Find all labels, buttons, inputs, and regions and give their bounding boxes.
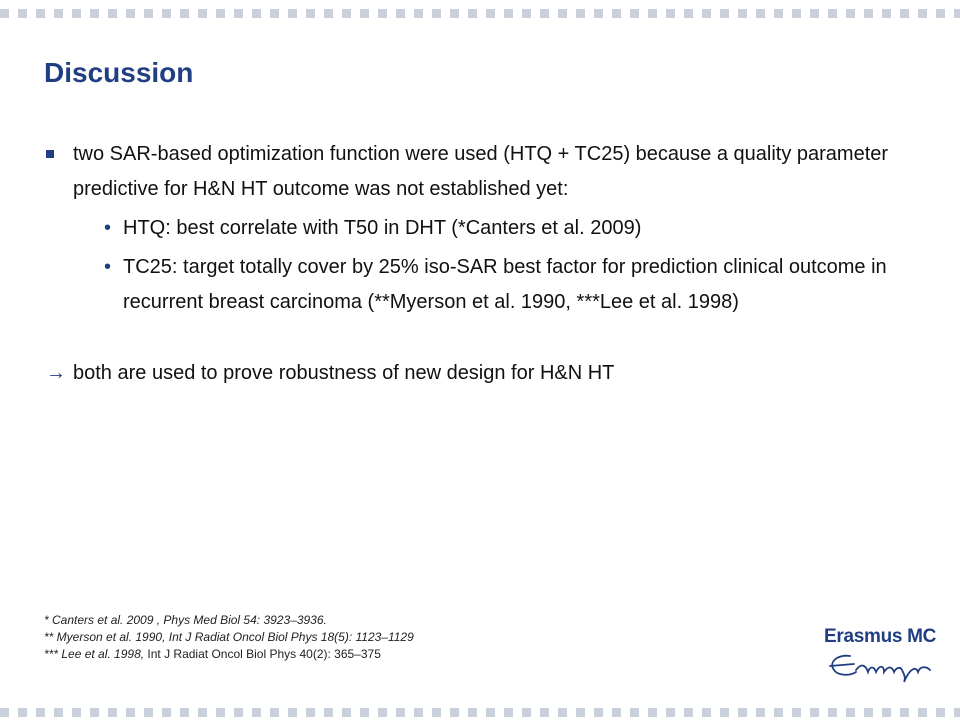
reference-citation: * Canters et al. 2009 , Phys Med Biol 54: 3923–3936. [44,613,327,627]
logo-wordmark: Erasmus MC [824,626,937,647]
sub-bullet [44,211,904,246]
signature-icon [810,626,940,686]
reference-item [44,612,414,629]
reference-citation: *** Lee et al. 1998, [44,647,145,661]
dot-bullet-icon: • [104,217,112,239]
references [44,612,414,663]
top-dotted-border [0,9,960,18]
square-bullet-icon [46,150,54,158]
reference-item [44,646,414,663]
sub-bullet-text: HTQ: best correlate with T50 in DHT (*Canters et al. 2009) [123,217,642,239]
sub-bullet [44,250,904,320]
sub-bullet-text: TC25: target totally cover by 25% iso-SAR best factor for prediction clinical outcome in recurrent breast carcinoma (**Myerson et al. 1990, ***Lee et al. 1998) [123,256,887,313]
conclusion-line [44,356,904,391]
main-bullet-text: two SAR-based optimization function were used (HTQ + TC25) because a quality parameter predictive for H&N HT outcome was not established yet: [73,143,889,200]
main-bullet [44,137,904,207]
reference-source: Int J Radiat Oncol Biol Phys 40(2): 365–375 [144,647,381,661]
bottom-dotted-border [0,708,960,717]
conclusion-text: both are used to prove robustness of new design for H&N HT [73,362,615,384]
right-arrow-icon: → [46,362,66,384]
slide-content [44,137,904,391]
erasmus-mc-logo [810,626,940,686]
reference-citation: ** Myerson et al. 1990, Int J Radiat Oncol Biol Phys 18(5): 1123–1129 [44,630,414,644]
slide-title: Discussion [44,57,194,88]
reference-item [44,629,414,646]
dot-bullet-icon: • [104,256,112,278]
